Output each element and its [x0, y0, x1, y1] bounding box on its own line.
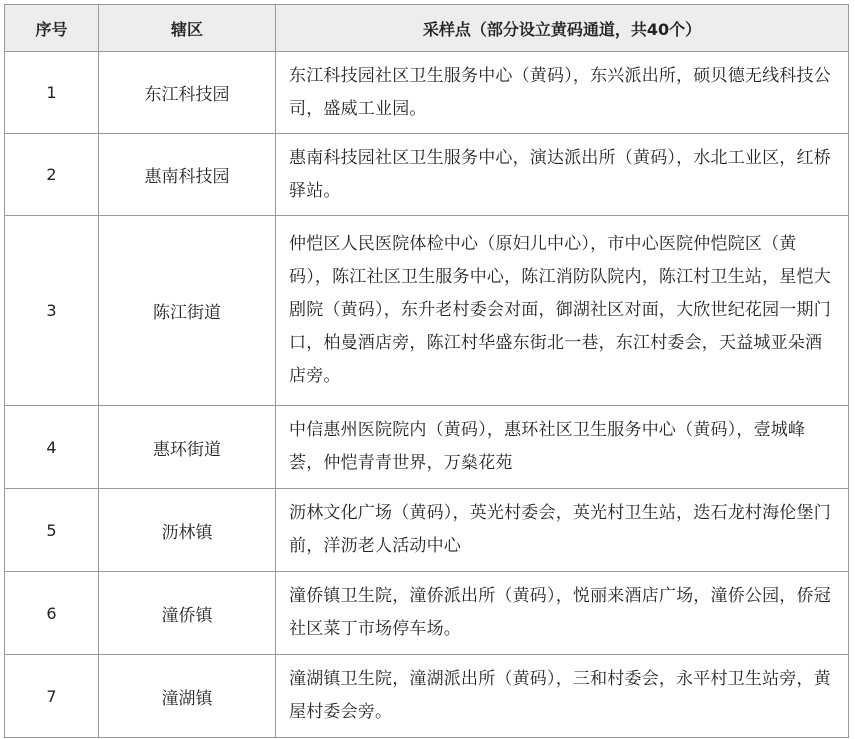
row-district: 潼湖镇	[99, 655, 276, 738]
sampling-sites-table	[4, 4, 849, 738]
table-header-row	[5, 5, 849, 52]
table-row	[5, 52, 849, 134]
row-number: 3	[5, 216, 99, 406]
row-district: 惠环街道	[99, 406, 276, 489]
table-row	[5, 406, 849, 489]
header-sampling-sites: 采样点（部分设立黄码通道，共40个）	[276, 5, 849, 52]
row-number: 4	[5, 406, 99, 489]
row-locations: 仲恺区人民医院体检中心（原妇儿中心），市中心医院仲恺院区（黄码），陈江社区卫生服务中心，陈江消防队院内，陈江村卫生站，星恺大剧院（黄码），东升老村委会对面，御湖社区对面，大欣世纪花园一期门口，柏曼酒店旁，陈江村华盛东街北一巷，东江村委会，天益城亚朵酒店旁。	[276, 216, 849, 406]
table-row	[5, 134, 849, 216]
table-row	[5, 489, 849, 572]
row-district: 沥林镇	[99, 489, 276, 572]
row-locations: 中信惠州医院院内（黄码），惠环社区卫生服务中心（黄码），壹城峰荟，仲恺青青世界，万燊花苑	[276, 406, 849, 489]
table-row	[5, 216, 849, 406]
row-district: 陈江街道	[99, 216, 276, 406]
header-district: 辖区	[99, 5, 276, 52]
row-district: 东江科技园	[99, 52, 276, 134]
row-number: 2	[5, 134, 99, 216]
row-number: 6	[5, 572, 99, 655]
row-number: 7	[5, 655, 99, 738]
row-district: 潼侨镇	[99, 572, 276, 655]
row-locations: 沥林文化广场（黄码），英光村委会，英光村卫生站，迭石龙村海伦堡门前，洋沥老人活动中心	[276, 489, 849, 572]
row-locations: 潼湖镇卫生院，潼湖派出所（黄码），三和村委会，永平村卫生站旁，黄屋村委会旁。	[276, 655, 849, 738]
header-number: 序号	[5, 5, 99, 52]
row-district: 惠南科技园	[99, 134, 276, 216]
row-number: 5	[5, 489, 99, 572]
table-row	[5, 655, 849, 738]
row-locations: 惠南科技园社区卫生服务中心，演达派出所（黄码），水北工业区，红桥驿站。	[276, 134, 849, 216]
row-number: 1	[5, 52, 99, 134]
row-locations: 潼侨镇卫生院，潼侨派出所（黄码），悦丽来酒店广场，潼侨公园，侨冠社区菜丁市场停车场。	[276, 572, 849, 655]
table-row	[5, 572, 849, 655]
row-locations: 东江科技园社区卫生服务中心（黄码），东兴派出所，硕贝德无线科技公司，盛威工业园。	[276, 52, 849, 134]
